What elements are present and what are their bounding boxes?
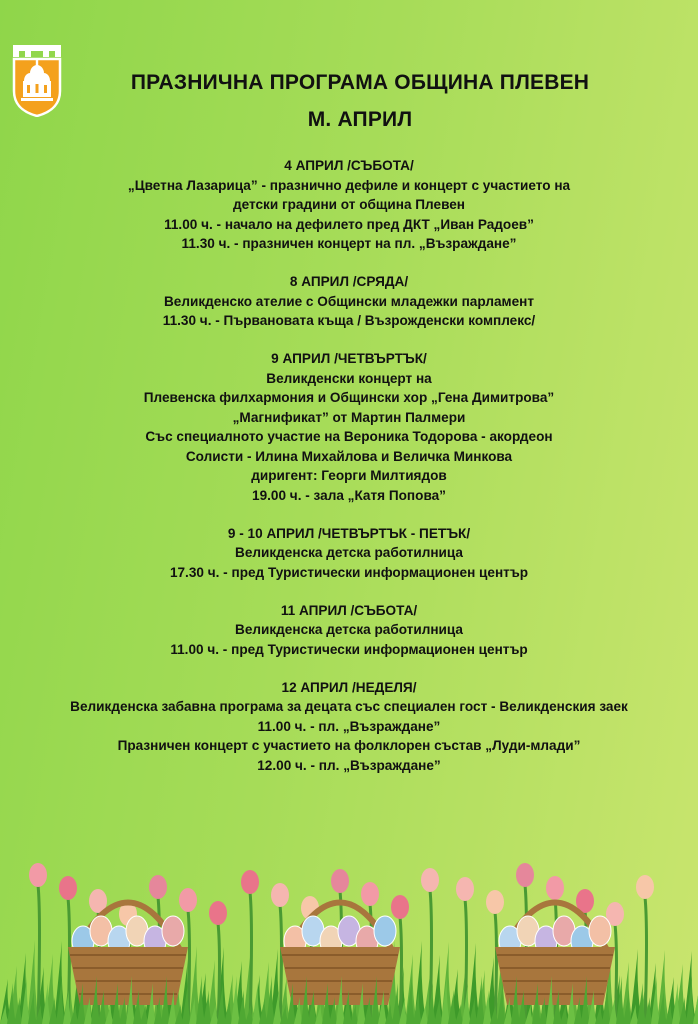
tulip-icon [391,895,409,919]
tulip-icon [271,883,289,907]
event-date: 4 АПРИЛ /СЪБОТА/ [284,158,414,173]
tulip-icon [29,863,47,887]
event-date: 11 АПРИЛ /СЪБОТА/ [280,602,418,618]
pleven-coat-of-arms-icon [11,43,63,117]
tulip-icon [361,882,379,906]
event-date: 9 АПРИЛ /ЧЕТВЪРТЪК/ [271,351,427,366]
tulip-icon [636,875,654,899]
event-detail: 11.30 ч. - Първановата къща / Възрожденски комплекс/ [162,313,536,328]
event-date: 8 АПРИЛ /СРЯДА/ [289,274,409,289]
easter-egg-icon [374,916,396,946]
event-detail: Великденско ателие с Общински младежки парламент [163,293,535,309]
event-detail: 12.00 ч. - пл. „Възраждане” [257,757,441,773]
tulip-icon [486,890,504,914]
event-detail: Великденска детска работилница [235,622,463,637]
program-event [0,156,698,254]
event-detail: Със специалното участие на Вероника Тодорова - акордеон [145,429,553,444]
event-detail: „Цветна Лазарица” - празнично дефиле и концерт с участието на [127,177,571,193]
tulip-icon [179,888,197,912]
program-event [0,524,698,583]
event-detail: 11.00 ч. - начало на дефилето пред ДКТ „Иван Радоев” [164,216,534,232]
event-detail: Празничен концерт с участието на фолклорен състав „Луди-млади” [117,738,581,753]
event-detail: детски градини от община Плевен [232,197,466,212]
program-list [0,156,698,794]
tulip-icon [421,868,439,892]
program-event [0,272,698,331]
event-detail: Великденска забавна програма за децата със специален гост - Великденския заек [70,699,628,714]
tulip-icon [546,876,564,900]
event-date: 9 - 10 АПРИЛ /ЧЕТВЪРТЪК - ПЕТЪК/ [227,525,471,541]
tulip-icon [331,869,349,893]
program-event [0,601,698,660]
easter-egg-icon [589,916,611,946]
event-detail: 11.30 ч. - празничен концерт на пл. „Възраждане” [181,236,517,251]
event-date: 12 АПРИЛ /НЕДЕЛЯ/ [281,679,417,695]
event-detail: 17.30 ч. - пред Туристически информационен център [169,564,529,580]
easter-basket-decoration [0,855,698,1024]
event-detail: диригент: Георги Милтиядов [251,468,447,483]
program-event [0,349,698,505]
tulip-icon [59,876,77,900]
easter-egg-icon [162,916,184,946]
tulip-icon [209,901,227,925]
event-detail: Великденски концерт на [266,370,432,386]
event-detail: 19.00 ч. - зала „Катя Попова” [252,487,446,503]
tulip-icon [241,870,259,894]
page-title: ПРАЗНИЧНА ПРОГРАМА ОБЩИНА ПЛЕВЕН [130,71,590,94]
page-subtitle: М. АПРИЛ [307,108,413,131]
event-detail: Солисти - Илина Михайлова и Величка Минкова [185,448,513,464]
event-detail: Великденска детска работилница [235,545,463,560]
tulip-icon [149,875,167,899]
tulip-icon [516,863,534,887]
event-detail: „Магнификат” от Мартин Палмери [232,409,466,425]
event-detail: 11.00 ч. - пред Туристически информационен център [170,641,528,657]
program-event [0,678,698,776]
event-detail: 11.00 ч. - пл. „Възраждане” [257,718,441,734]
event-detail: Плевенска филхармония и Общински хор „Гена Димитрова” [143,390,555,405]
tulip-icon [456,877,474,901]
